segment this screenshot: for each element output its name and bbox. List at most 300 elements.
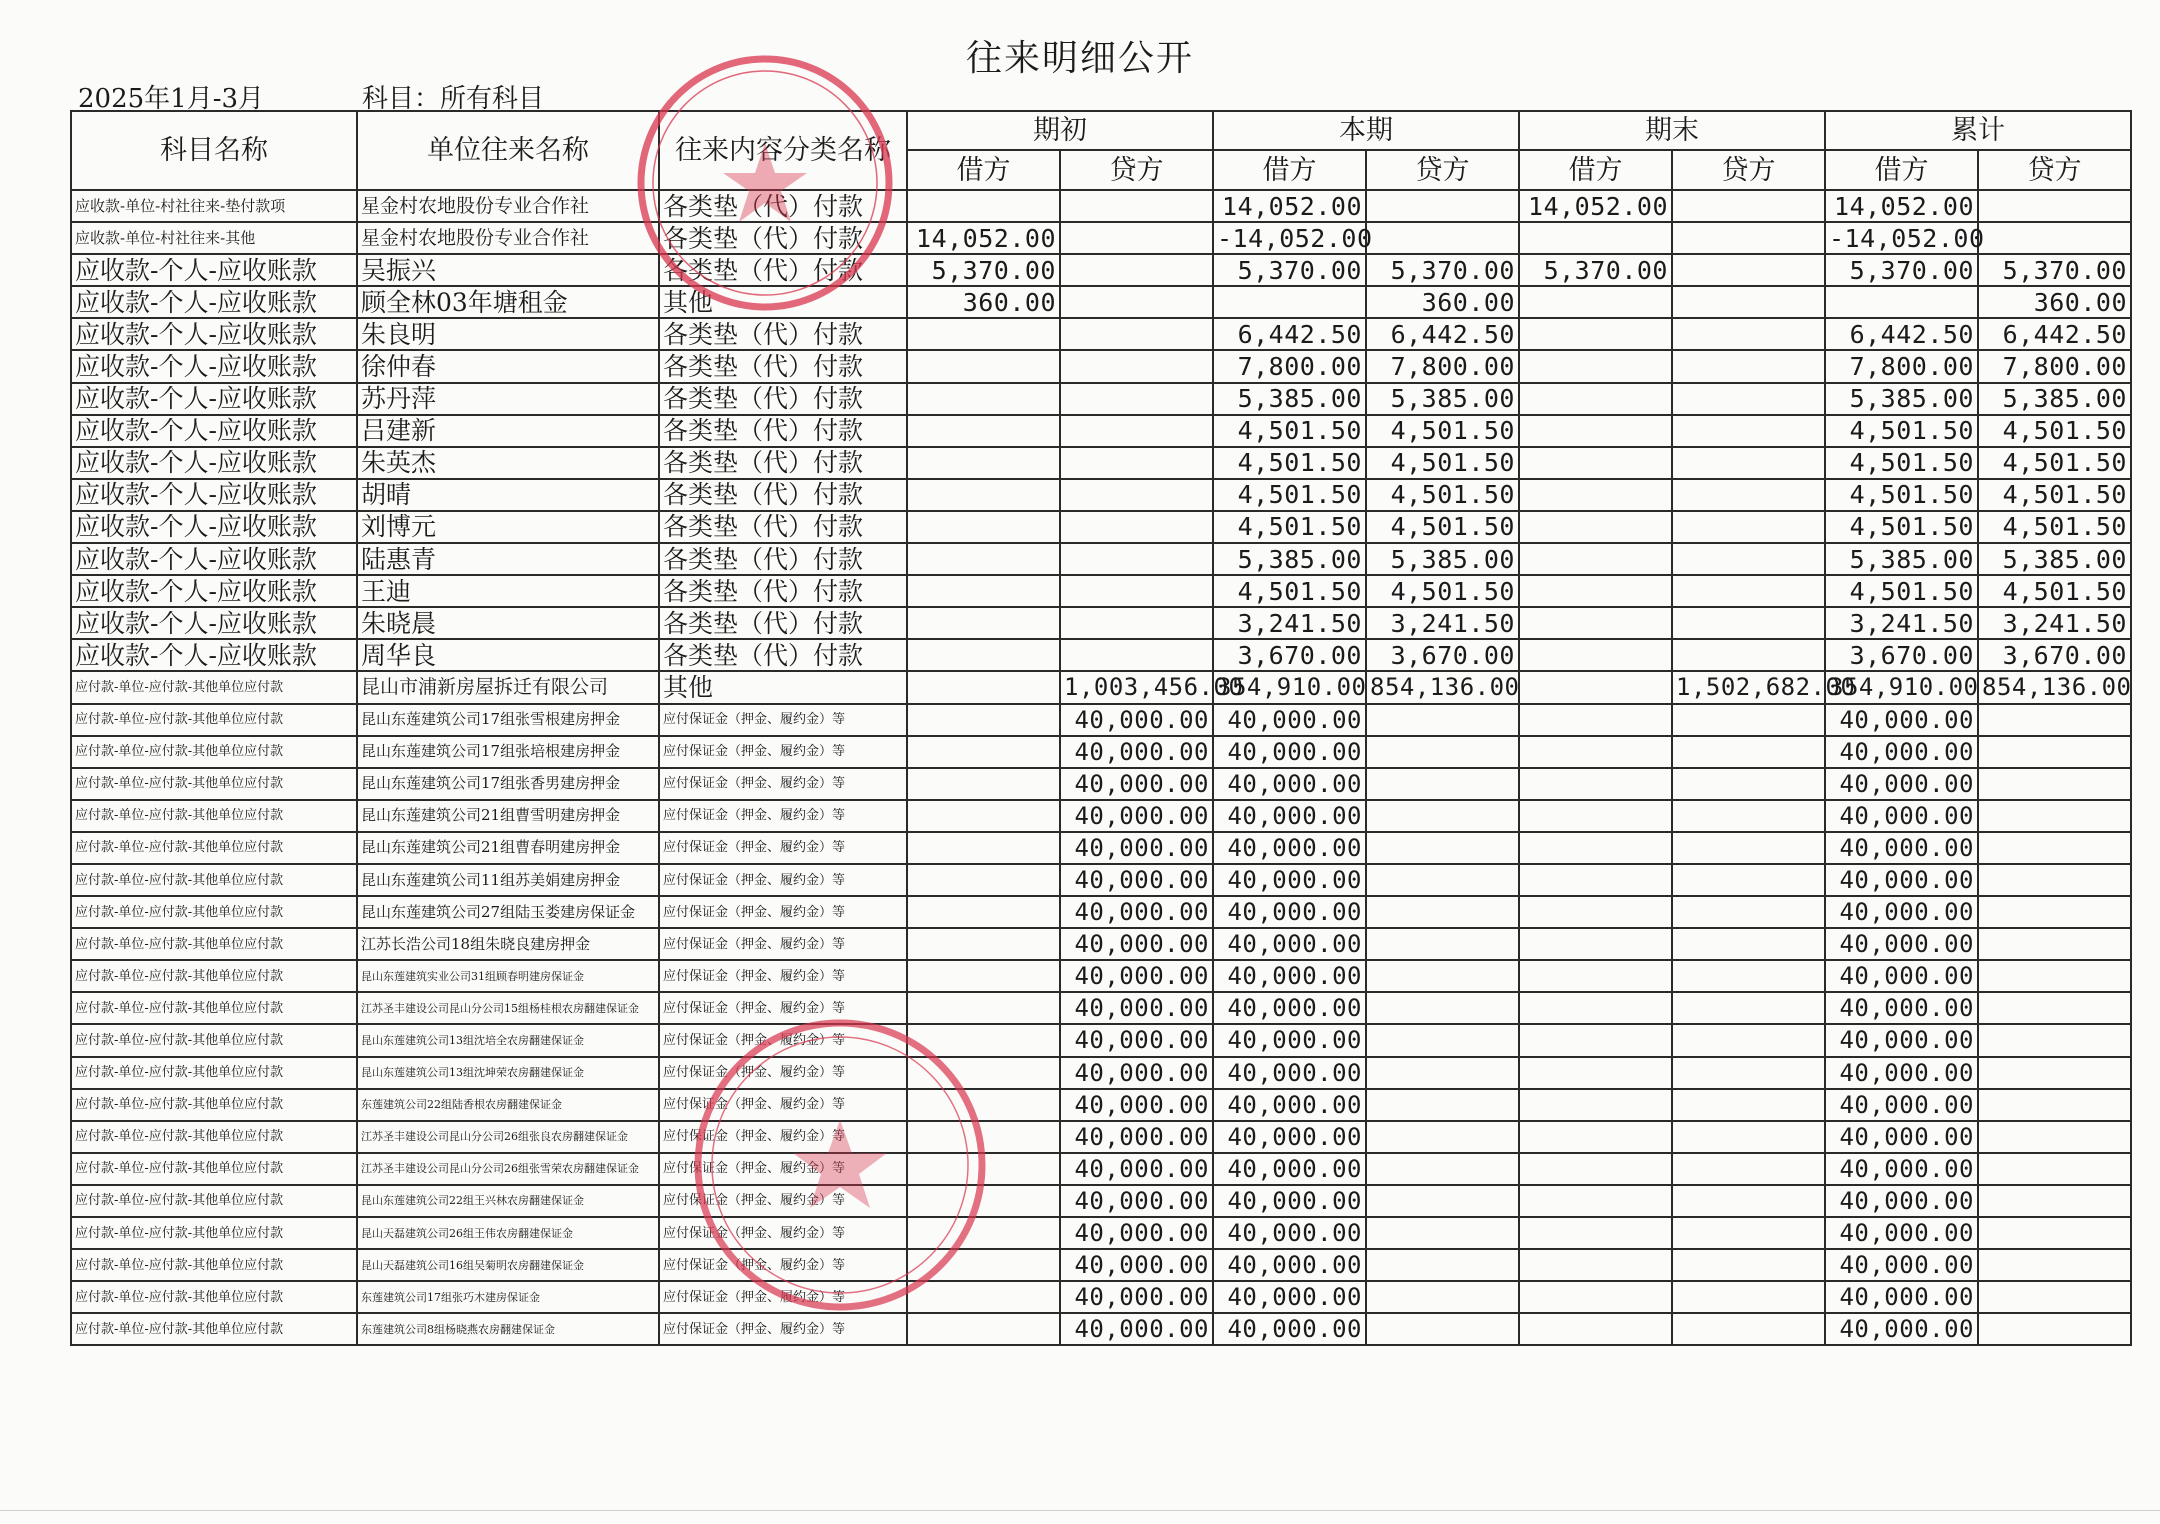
cell-closing-debit bbox=[1519, 832, 1672, 864]
cell-closing-debit bbox=[1519, 543, 1672, 575]
cell-subject-name: 应付款-单位-应付款-其他单位应付款 bbox=[71, 1313, 357, 1345]
cell-category-name: 应付保证金（押金、履约金）等 bbox=[659, 1281, 907, 1313]
cell-closing-credit bbox=[1672, 190, 1825, 222]
cell-current-debit: 40,000.00 bbox=[1213, 1313, 1366, 1345]
cell-closing-debit bbox=[1519, 511, 1672, 543]
cell-subject-name: 应付款-单位-应付款-其他单位应付款 bbox=[71, 1185, 357, 1217]
cell-unit-name: 东莲建筑公司8组杨晓燕农房翻建保证金 bbox=[357, 1313, 659, 1345]
cell-closing-debit: 5,370.00 bbox=[1519, 254, 1672, 286]
table-row bbox=[71, 1089, 2131, 1121]
cell-cumulative-debit: 40,000.00 bbox=[1825, 992, 1978, 1024]
cell-cumulative-debit: 3,241.50 bbox=[1825, 607, 1978, 639]
cell-cumulative-credit bbox=[1978, 1249, 2131, 1281]
table-row bbox=[71, 415, 2131, 447]
cell-current-credit: 854,136.00 bbox=[1366, 671, 1519, 703]
cell-unit-name: 徐仲春 bbox=[357, 350, 659, 382]
cell-cumulative-debit: 40,000.00 bbox=[1825, 1057, 1978, 1089]
cell-cumulative-debit: 14,052.00 bbox=[1825, 190, 1978, 222]
cell-cumulative-credit bbox=[1978, 864, 2131, 896]
cell-closing-debit bbox=[1519, 736, 1672, 768]
cell-cumulative-debit: 40,000.00 bbox=[1825, 832, 1978, 864]
cell-subject-name: 应付款-单位-应付款-其他单位应付款 bbox=[71, 960, 357, 992]
cell-current-debit: 4,501.50 bbox=[1213, 511, 1366, 543]
cell-unit-name: 昆山东莲建筑公司21组曹春明建房押金 bbox=[357, 832, 659, 864]
cell-current-debit: 40,000.00 bbox=[1213, 992, 1366, 1024]
cell-opening-credit bbox=[1060, 190, 1213, 222]
cell-current-credit bbox=[1366, 190, 1519, 222]
cell-subject-name: 应付款-单位-应付款-其他单位应付款 bbox=[71, 800, 357, 832]
cell-cumulative-debit: 4,501.50 bbox=[1825, 447, 1978, 479]
cell-category-name: 应付保证金（押金、履约金）等 bbox=[659, 896, 907, 928]
cell-current-debit: 3,241.50 bbox=[1213, 607, 1366, 639]
header-cumulative-credit: 贷方 bbox=[1978, 150, 2131, 190]
cell-closing-credit bbox=[1672, 1249, 1825, 1281]
cell-subject-name: 应付款-单位-应付款-其他单位应付款 bbox=[71, 671, 357, 703]
cell-opening-credit: 40,000.00 bbox=[1060, 992, 1213, 1024]
cell-opening-debit bbox=[907, 864, 1060, 896]
cell-current-debit: 14,052.00 bbox=[1213, 190, 1366, 222]
cell-current-credit bbox=[1366, 1281, 1519, 1313]
cell-subject-name: 应付款-单位-应付款-其他单位应付款 bbox=[71, 992, 357, 1024]
cell-cumulative-debit: 40,000.00 bbox=[1825, 1089, 1978, 1121]
cell-subject-name: 应收款-个人-应收账款 bbox=[71, 286, 357, 318]
cell-cumulative-debit: 40,000.00 bbox=[1825, 960, 1978, 992]
cell-opening-credit: 40,000.00 bbox=[1060, 864, 1213, 896]
cell-current-credit bbox=[1366, 928, 1519, 960]
cell-cumulative-debit: 4,501.50 bbox=[1825, 479, 1978, 511]
cell-opening-credit bbox=[1060, 447, 1213, 479]
cell-opening-credit: 40,000.00 bbox=[1060, 1185, 1213, 1217]
cell-category-name: 各类垫（代）付款 bbox=[659, 318, 907, 350]
cell-closing-debit bbox=[1519, 1153, 1672, 1185]
cell-cumulative-debit: 40,000.00 bbox=[1825, 1153, 1978, 1185]
cell-closing-credit: 1,502,682.00 bbox=[1672, 671, 1825, 703]
page-title: 往来明细公开 bbox=[965, 38, 1194, 79]
cell-category-name: 各类垫（代）付款 bbox=[659, 639, 907, 671]
cell-current-credit: 7,800.00 bbox=[1366, 350, 1519, 382]
cell-opening-credit: 40,000.00 bbox=[1060, 1024, 1213, 1056]
cell-closing-debit bbox=[1519, 1024, 1672, 1056]
cell-closing-debit bbox=[1519, 639, 1672, 671]
cell-opening-credit bbox=[1060, 639, 1213, 671]
cell-cumulative-debit: 40,000.00 bbox=[1825, 800, 1978, 832]
cell-subject-name: 应收款-个人-应收账款 bbox=[71, 543, 357, 575]
table-row bbox=[71, 768, 2131, 800]
cell-current-debit: 4,501.50 bbox=[1213, 447, 1366, 479]
cell-cumulative-credit: 5,370.00 bbox=[1978, 254, 2131, 286]
cell-cumulative-debit: 40,000.00 bbox=[1825, 1024, 1978, 1056]
table-row bbox=[71, 671, 2131, 703]
cell-closing-credit bbox=[1672, 286, 1825, 318]
cell-category-name: 应付保证金（押金、履约金）等 bbox=[659, 704, 907, 736]
cell-subject-name: 应付款-单位-应付款-其他单位应付款 bbox=[71, 1249, 357, 1281]
cell-current-credit bbox=[1366, 832, 1519, 864]
cell-closing-debit bbox=[1519, 1057, 1672, 1089]
cell-opening-credit bbox=[1060, 318, 1213, 350]
cell-cumulative-credit: 3,241.50 bbox=[1978, 607, 2131, 639]
table-row bbox=[71, 1185, 2131, 1217]
cell-cumulative-debit: 4,501.50 bbox=[1825, 415, 1978, 447]
cell-opening-debit bbox=[907, 318, 1060, 350]
cell-closing-credit bbox=[1672, 1121, 1825, 1153]
cell-subject-name: 应付款-单位-应付款-其他单位应付款 bbox=[71, 1024, 357, 1056]
cell-cumulative-debit: 40,000.00 bbox=[1825, 1313, 1978, 1345]
header-current-credit: 贷方 bbox=[1366, 150, 1519, 190]
cell-opening-credit bbox=[1060, 222, 1213, 254]
cell-opening-debit bbox=[907, 704, 1060, 736]
cell-cumulative-credit: 4,501.50 bbox=[1978, 479, 2131, 511]
cell-current-debit: 40,000.00 bbox=[1213, 864, 1366, 896]
cell-current-debit: 40,000.00 bbox=[1213, 736, 1366, 768]
cell-cumulative-credit bbox=[1978, 960, 2131, 992]
cell-category-name: 各类垫（代）付款 bbox=[659, 447, 907, 479]
cell-cumulative-credit bbox=[1978, 1217, 2131, 1249]
cell-closing-credit bbox=[1672, 1217, 1825, 1249]
cell-current-debit: 7,800.00 bbox=[1213, 350, 1366, 382]
cell-closing-credit bbox=[1672, 1057, 1825, 1089]
cell-closing-debit bbox=[1519, 447, 1672, 479]
cell-opening-debit bbox=[907, 639, 1060, 671]
cell-category-name: 应付保证金（押金、履约金）等 bbox=[659, 736, 907, 768]
cell-unit-name: 江苏长浩公司18组朱晓良建房押金 bbox=[357, 928, 659, 960]
table-row bbox=[71, 800, 2131, 832]
cell-current-credit bbox=[1366, 800, 1519, 832]
cell-cumulative-debit: 5,385.00 bbox=[1825, 543, 1978, 575]
cell-current-credit: 5,385.00 bbox=[1366, 383, 1519, 415]
cell-opening-debit bbox=[907, 896, 1060, 928]
cell-closing-credit bbox=[1672, 543, 1825, 575]
cell-subject-name: 应收款-个人-应收账款 bbox=[71, 415, 357, 447]
cell-current-debit: 40,000.00 bbox=[1213, 1024, 1366, 1056]
table-row bbox=[71, 543, 2131, 575]
cell-cumulative-debit: 3,670.00 bbox=[1825, 639, 1978, 671]
cell-opening-debit bbox=[907, 1121, 1060, 1153]
cell-closing-credit bbox=[1672, 768, 1825, 800]
cell-current-debit: 40,000.00 bbox=[1213, 1185, 1366, 1217]
cell-cumulative-credit: 854,136.00 bbox=[1978, 671, 2131, 703]
cell-closing-debit bbox=[1519, 1281, 1672, 1313]
cell-current-credit bbox=[1366, 736, 1519, 768]
cell-closing-debit bbox=[1519, 800, 1672, 832]
ledger-body bbox=[71, 190, 2131, 1345]
table-row bbox=[71, 318, 2131, 350]
cell-closing-credit bbox=[1672, 992, 1825, 1024]
header-closing-debit: 借方 bbox=[1519, 150, 1672, 190]
cell-opening-debit bbox=[907, 575, 1060, 607]
ledger-table bbox=[70, 110, 2132, 1346]
cell-current-debit: 354,910.00 bbox=[1213, 671, 1366, 703]
table-row bbox=[71, 1281, 2131, 1313]
header-opening-credit: 贷方 bbox=[1060, 150, 1213, 190]
cell-opening-credit bbox=[1060, 383, 1213, 415]
cell-opening-debit bbox=[907, 960, 1060, 992]
cell-opening-debit bbox=[907, 736, 1060, 768]
cell-current-debit: 40,000.00 bbox=[1213, 1249, 1366, 1281]
cell-opening-credit bbox=[1060, 415, 1213, 447]
cell-closing-credit bbox=[1672, 575, 1825, 607]
cell-unit-name: 吕建新 bbox=[357, 415, 659, 447]
cell-closing-debit bbox=[1519, 671, 1672, 703]
cell-opening-credit: 40,000.00 bbox=[1060, 832, 1213, 864]
cell-current-debit bbox=[1213, 286, 1366, 318]
cell-closing-debit bbox=[1519, 864, 1672, 896]
cell-unit-name: 胡晴 bbox=[357, 479, 659, 511]
cell-closing-debit bbox=[1519, 383, 1672, 415]
cell-opening-debit bbox=[907, 447, 1060, 479]
cell-closing-debit bbox=[1519, 1185, 1672, 1217]
cell-opening-debit bbox=[907, 1281, 1060, 1313]
table-row bbox=[71, 864, 2131, 896]
cell-cumulative-credit bbox=[1978, 1281, 2131, 1313]
cell-opening-debit bbox=[907, 832, 1060, 864]
cell-unit-name: 刘博元 bbox=[357, 511, 659, 543]
cell-current-credit bbox=[1366, 864, 1519, 896]
cell-closing-credit bbox=[1672, 928, 1825, 960]
cell-current-debit: 40,000.00 bbox=[1213, 704, 1366, 736]
cell-cumulative-credit bbox=[1978, 1313, 2131, 1345]
cell-unit-name: 星金村农地股份专业合作社 bbox=[357, 222, 659, 254]
period-label: 2025年1月-3月 bbox=[78, 84, 265, 114]
cell-current-credit: 3,241.50 bbox=[1366, 607, 1519, 639]
table-row bbox=[71, 1217, 2131, 1249]
cell-cumulative-credit bbox=[1978, 896, 2131, 928]
cell-cumulative-credit bbox=[1978, 222, 2131, 254]
cell-unit-name: 朱英杰 bbox=[357, 447, 659, 479]
cell-closing-debit bbox=[1519, 1089, 1672, 1121]
cell-closing-credit bbox=[1672, 1024, 1825, 1056]
cell-opening-credit: 40,000.00 bbox=[1060, 1153, 1213, 1185]
cell-cumulative-debit: 40,000.00 bbox=[1825, 704, 1978, 736]
cell-subject-name: 应收款-个人-应收账款 bbox=[71, 607, 357, 639]
cell-category-name: 其他 bbox=[659, 671, 907, 703]
header-category-name: 往来内容分类名称 bbox=[659, 111, 907, 190]
cell-closing-debit bbox=[1519, 1217, 1672, 1249]
cell-category-name: 应付保证金（押金、履约金）等 bbox=[659, 800, 907, 832]
cell-opening-credit: 40,000.00 bbox=[1060, 1313, 1213, 1345]
cell-cumulative-credit bbox=[1978, 928, 2131, 960]
cell-closing-credit bbox=[1672, 1185, 1825, 1217]
cell-closing-credit bbox=[1672, 479, 1825, 511]
cell-current-credit: 4,501.50 bbox=[1366, 479, 1519, 511]
cell-opening-credit bbox=[1060, 350, 1213, 382]
cell-current-credit bbox=[1366, 1313, 1519, 1345]
cell-current-debit: 40,000.00 bbox=[1213, 1057, 1366, 1089]
cell-category-name: 应付保证金（押金、履约金）等 bbox=[659, 1217, 907, 1249]
cell-cumulative-credit bbox=[1978, 704, 2131, 736]
cell-category-name: 应付保证金（押金、履约金）等 bbox=[659, 1121, 907, 1153]
cell-unit-name: 昆山东莲建筑公司21组曹雪明建房押金 bbox=[357, 800, 659, 832]
table-row bbox=[71, 607, 2131, 639]
cell-closing-credit bbox=[1672, 607, 1825, 639]
cell-unit-name: 朱晓晨 bbox=[357, 607, 659, 639]
cell-category-name: 各类垫（代）付款 bbox=[659, 543, 907, 575]
cell-cumulative-credit: 5,385.00 bbox=[1978, 543, 2131, 575]
cell-category-name: 应付保证金（押金、履约金）等 bbox=[659, 1057, 907, 1089]
cell-closing-debit bbox=[1519, 1249, 1672, 1281]
cell-unit-name: 昆山东莲建筑公司17组张雪根建房押金 bbox=[357, 704, 659, 736]
cell-opening-credit: 40,000.00 bbox=[1060, 1249, 1213, 1281]
cell-current-credit: 4,501.50 bbox=[1366, 511, 1519, 543]
cell-unit-name: 星金村农地股份专业合作社 bbox=[357, 190, 659, 222]
cell-cumulative-credit bbox=[1978, 190, 2131, 222]
cell-current-credit: 4,501.50 bbox=[1366, 415, 1519, 447]
cell-closing-debit bbox=[1519, 896, 1672, 928]
cell-cumulative-debit: 4,501.50 bbox=[1825, 575, 1978, 607]
cell-category-name: 应付保证金（押金、履约金）等 bbox=[659, 928, 907, 960]
cell-unit-name: 昆山东莲建筑公司27组陆玉娄建房保证金 bbox=[357, 896, 659, 928]
cell-subject-name: 应付款-单位-应付款-其他单位应付款 bbox=[71, 768, 357, 800]
cell-cumulative-credit bbox=[1978, 832, 2131, 864]
cell-cumulative-credit bbox=[1978, 736, 2131, 768]
header-subject-name: 科目名称 bbox=[71, 111, 357, 190]
table-row bbox=[71, 960, 2131, 992]
cell-opening-credit: 1,003,456.00 bbox=[1060, 671, 1213, 703]
cell-opening-debit bbox=[907, 1057, 1060, 1089]
cell-current-credit bbox=[1366, 1121, 1519, 1153]
cell-closing-credit bbox=[1672, 222, 1825, 254]
cell-category-name: 各类垫（代）付款 bbox=[659, 607, 907, 639]
table-row bbox=[71, 736, 2131, 768]
cell-cumulative-credit bbox=[1978, 1057, 2131, 1089]
cell-opening-debit bbox=[907, 768, 1060, 800]
cell-closing-debit bbox=[1519, 350, 1672, 382]
cell-subject-name: 应付款-单位-应付款-其他单位应付款 bbox=[71, 896, 357, 928]
cell-closing-debit bbox=[1519, 960, 1672, 992]
cell-closing-credit bbox=[1672, 383, 1825, 415]
cell-category-name: 各类垫（代）付款 bbox=[659, 190, 907, 222]
cell-cumulative-debit: 5,370.00 bbox=[1825, 254, 1978, 286]
cell-unit-name: 东莲建筑公司22组陆香根农房翻建保证金 bbox=[357, 1089, 659, 1121]
cell-closing-credit bbox=[1672, 1281, 1825, 1313]
cell-opening-debit: 360.00 bbox=[907, 286, 1060, 318]
cell-category-name: 应付保证金（押金、履约金）等 bbox=[659, 1185, 907, 1217]
cell-current-debit: 40,000.00 bbox=[1213, 1089, 1366, 1121]
cell-category-name: 其他 bbox=[659, 286, 907, 318]
cell-cumulative-credit bbox=[1978, 1024, 2131, 1056]
cell-current-credit: 4,501.50 bbox=[1366, 447, 1519, 479]
cell-cumulative-credit: 7,800.00 bbox=[1978, 350, 2131, 382]
cell-unit-name: 昆山天磊建筑公司26组王伟农房翻建保证金 bbox=[357, 1217, 659, 1249]
cell-current-credit: 6,442.50 bbox=[1366, 318, 1519, 350]
cell-cumulative-credit bbox=[1978, 800, 2131, 832]
cell-category-name: 各类垫（代）付款 bbox=[659, 575, 907, 607]
cell-category-name: 应付保证金（押金、履约金）等 bbox=[659, 1089, 907, 1121]
cell-category-name: 各类垫（代）付款 bbox=[659, 254, 907, 286]
cell-current-credit bbox=[1366, 704, 1519, 736]
header-current-debit: 借方 bbox=[1213, 150, 1366, 190]
cell-opening-credit bbox=[1060, 575, 1213, 607]
cell-subject-name: 应收款-单位-村社往来-垫付款项 bbox=[71, 190, 357, 222]
cell-closing-debit bbox=[1519, 928, 1672, 960]
cell-opening-credit bbox=[1060, 286, 1213, 318]
cell-subject-name: 应付款-单位-应付款-其他单位应付款 bbox=[71, 1281, 357, 1313]
cell-opening-debit: 14,052.00 bbox=[907, 222, 1060, 254]
cell-opening-debit bbox=[907, 1249, 1060, 1281]
cell-closing-debit bbox=[1519, 992, 1672, 1024]
cell-cumulative-debit: 40,000.00 bbox=[1825, 736, 1978, 768]
cell-current-credit bbox=[1366, 1057, 1519, 1089]
cell-closing-debit: 14,052.00 bbox=[1519, 190, 1672, 222]
cell-opening-credit bbox=[1060, 254, 1213, 286]
cell-closing-credit bbox=[1672, 896, 1825, 928]
cell-cumulative-credit: 3,670.00 bbox=[1978, 639, 2131, 671]
cell-unit-name: 王迪 bbox=[357, 575, 659, 607]
cell-subject-name: 应付款-单位-应付款-其他单位应付款 bbox=[71, 832, 357, 864]
table-row bbox=[71, 992, 2131, 1024]
cell-opening-credit: 40,000.00 bbox=[1060, 704, 1213, 736]
cell-closing-credit bbox=[1672, 511, 1825, 543]
cell-closing-credit bbox=[1672, 1153, 1825, 1185]
cell-current-debit: 3,670.00 bbox=[1213, 639, 1366, 671]
cell-current-credit bbox=[1366, 960, 1519, 992]
cell-current-debit: 4,501.50 bbox=[1213, 479, 1366, 511]
table-row bbox=[71, 350, 2131, 382]
cell-current-debit: -14,052.00 bbox=[1213, 222, 1366, 254]
cell-opening-debit bbox=[907, 992, 1060, 1024]
cell-opening-credit bbox=[1060, 479, 1213, 511]
cell-closing-debit bbox=[1519, 415, 1672, 447]
cell-closing-debit bbox=[1519, 222, 1672, 254]
cell-subject-name: 应付款-单位-应付款-其他单位应付款 bbox=[71, 928, 357, 960]
cell-unit-name: 昆山东莲建筑公司17组张香男建房押金 bbox=[357, 768, 659, 800]
cell-cumulative-credit bbox=[1978, 1121, 2131, 1153]
cell-subject-name: 应付款-单位-应付款-其他单位应付款 bbox=[71, 1121, 357, 1153]
cell-current-debit: 40,000.00 bbox=[1213, 960, 1366, 992]
cell-unit-name: 周华良 bbox=[357, 639, 659, 671]
header-opening: 期初 bbox=[907, 111, 1213, 150]
cell-cumulative-credit: 4,501.50 bbox=[1978, 447, 2131, 479]
table-row bbox=[71, 190, 2131, 222]
cell-current-credit bbox=[1366, 1024, 1519, 1056]
cell-category-name: 应付保证金（押金、履约金）等 bbox=[659, 960, 907, 992]
cell-category-name: 各类垫（代）付款 bbox=[659, 415, 907, 447]
cell-unit-name: 昆山东莲建筑公司17组张培根建房押金 bbox=[357, 736, 659, 768]
cell-cumulative-credit: 5,385.00 bbox=[1978, 383, 2131, 415]
cell-current-credit bbox=[1366, 896, 1519, 928]
cell-current-debit: 40,000.00 bbox=[1213, 832, 1366, 864]
cell-opening-credit bbox=[1060, 607, 1213, 639]
cell-subject-name: 应收款-个人-应收账款 bbox=[71, 318, 357, 350]
cell-unit-name: 昆山东莲建筑公司11组苏美娟建房押金 bbox=[357, 864, 659, 896]
cell-current-debit: 5,385.00 bbox=[1213, 383, 1366, 415]
cell-opening-debit bbox=[907, 543, 1060, 575]
cell-subject-name: 应收款-个人-应收账款 bbox=[71, 575, 357, 607]
cell-cumulative-credit: 4,501.50 bbox=[1978, 575, 2131, 607]
cell-closing-debit bbox=[1519, 318, 1672, 350]
cell-unit-name: 昆山东莲建筑实业公司31组顾春明建房保证金 bbox=[357, 960, 659, 992]
cell-cumulative-debit: 40,000.00 bbox=[1825, 768, 1978, 800]
cell-opening-debit bbox=[907, 383, 1060, 415]
cell-unit-name: 昆山东莲建筑公司13组沈培全农房翻建保证金 bbox=[357, 1024, 659, 1056]
cell-category-name: 各类垫（代）付款 bbox=[659, 383, 907, 415]
cell-cumulative-credit: 6,442.50 bbox=[1978, 318, 2131, 350]
cell-unit-name: 昆山天磊建筑公司16组吴菊明农房翻建保证金 bbox=[357, 1249, 659, 1281]
table-row bbox=[71, 575, 2131, 607]
cell-opening-debit bbox=[907, 1313, 1060, 1345]
cell-category-name: 应付保证金（押金、履约金）等 bbox=[659, 1249, 907, 1281]
cell-cumulative-debit: 40,000.00 bbox=[1825, 1281, 1978, 1313]
cell-current-debit: 40,000.00 bbox=[1213, 768, 1366, 800]
cell-current-debit: 4,501.50 bbox=[1213, 575, 1366, 607]
cell-cumulative-debit: 40,000.00 bbox=[1825, 928, 1978, 960]
cell-subject-name: 应收款-个人-应收账款 bbox=[71, 254, 357, 286]
cell-closing-credit bbox=[1672, 864, 1825, 896]
cell-subject-name: 应付款-单位-应付款-其他单位应付款 bbox=[71, 736, 357, 768]
cell-opening-credit: 40,000.00 bbox=[1060, 1089, 1213, 1121]
header-unit-name: 单位往来名称 bbox=[357, 111, 659, 190]
cell-subject-name: 应付款-单位-应付款-其他单位应付款 bbox=[71, 864, 357, 896]
cell-category-name: 各类垫（代）付款 bbox=[659, 511, 907, 543]
